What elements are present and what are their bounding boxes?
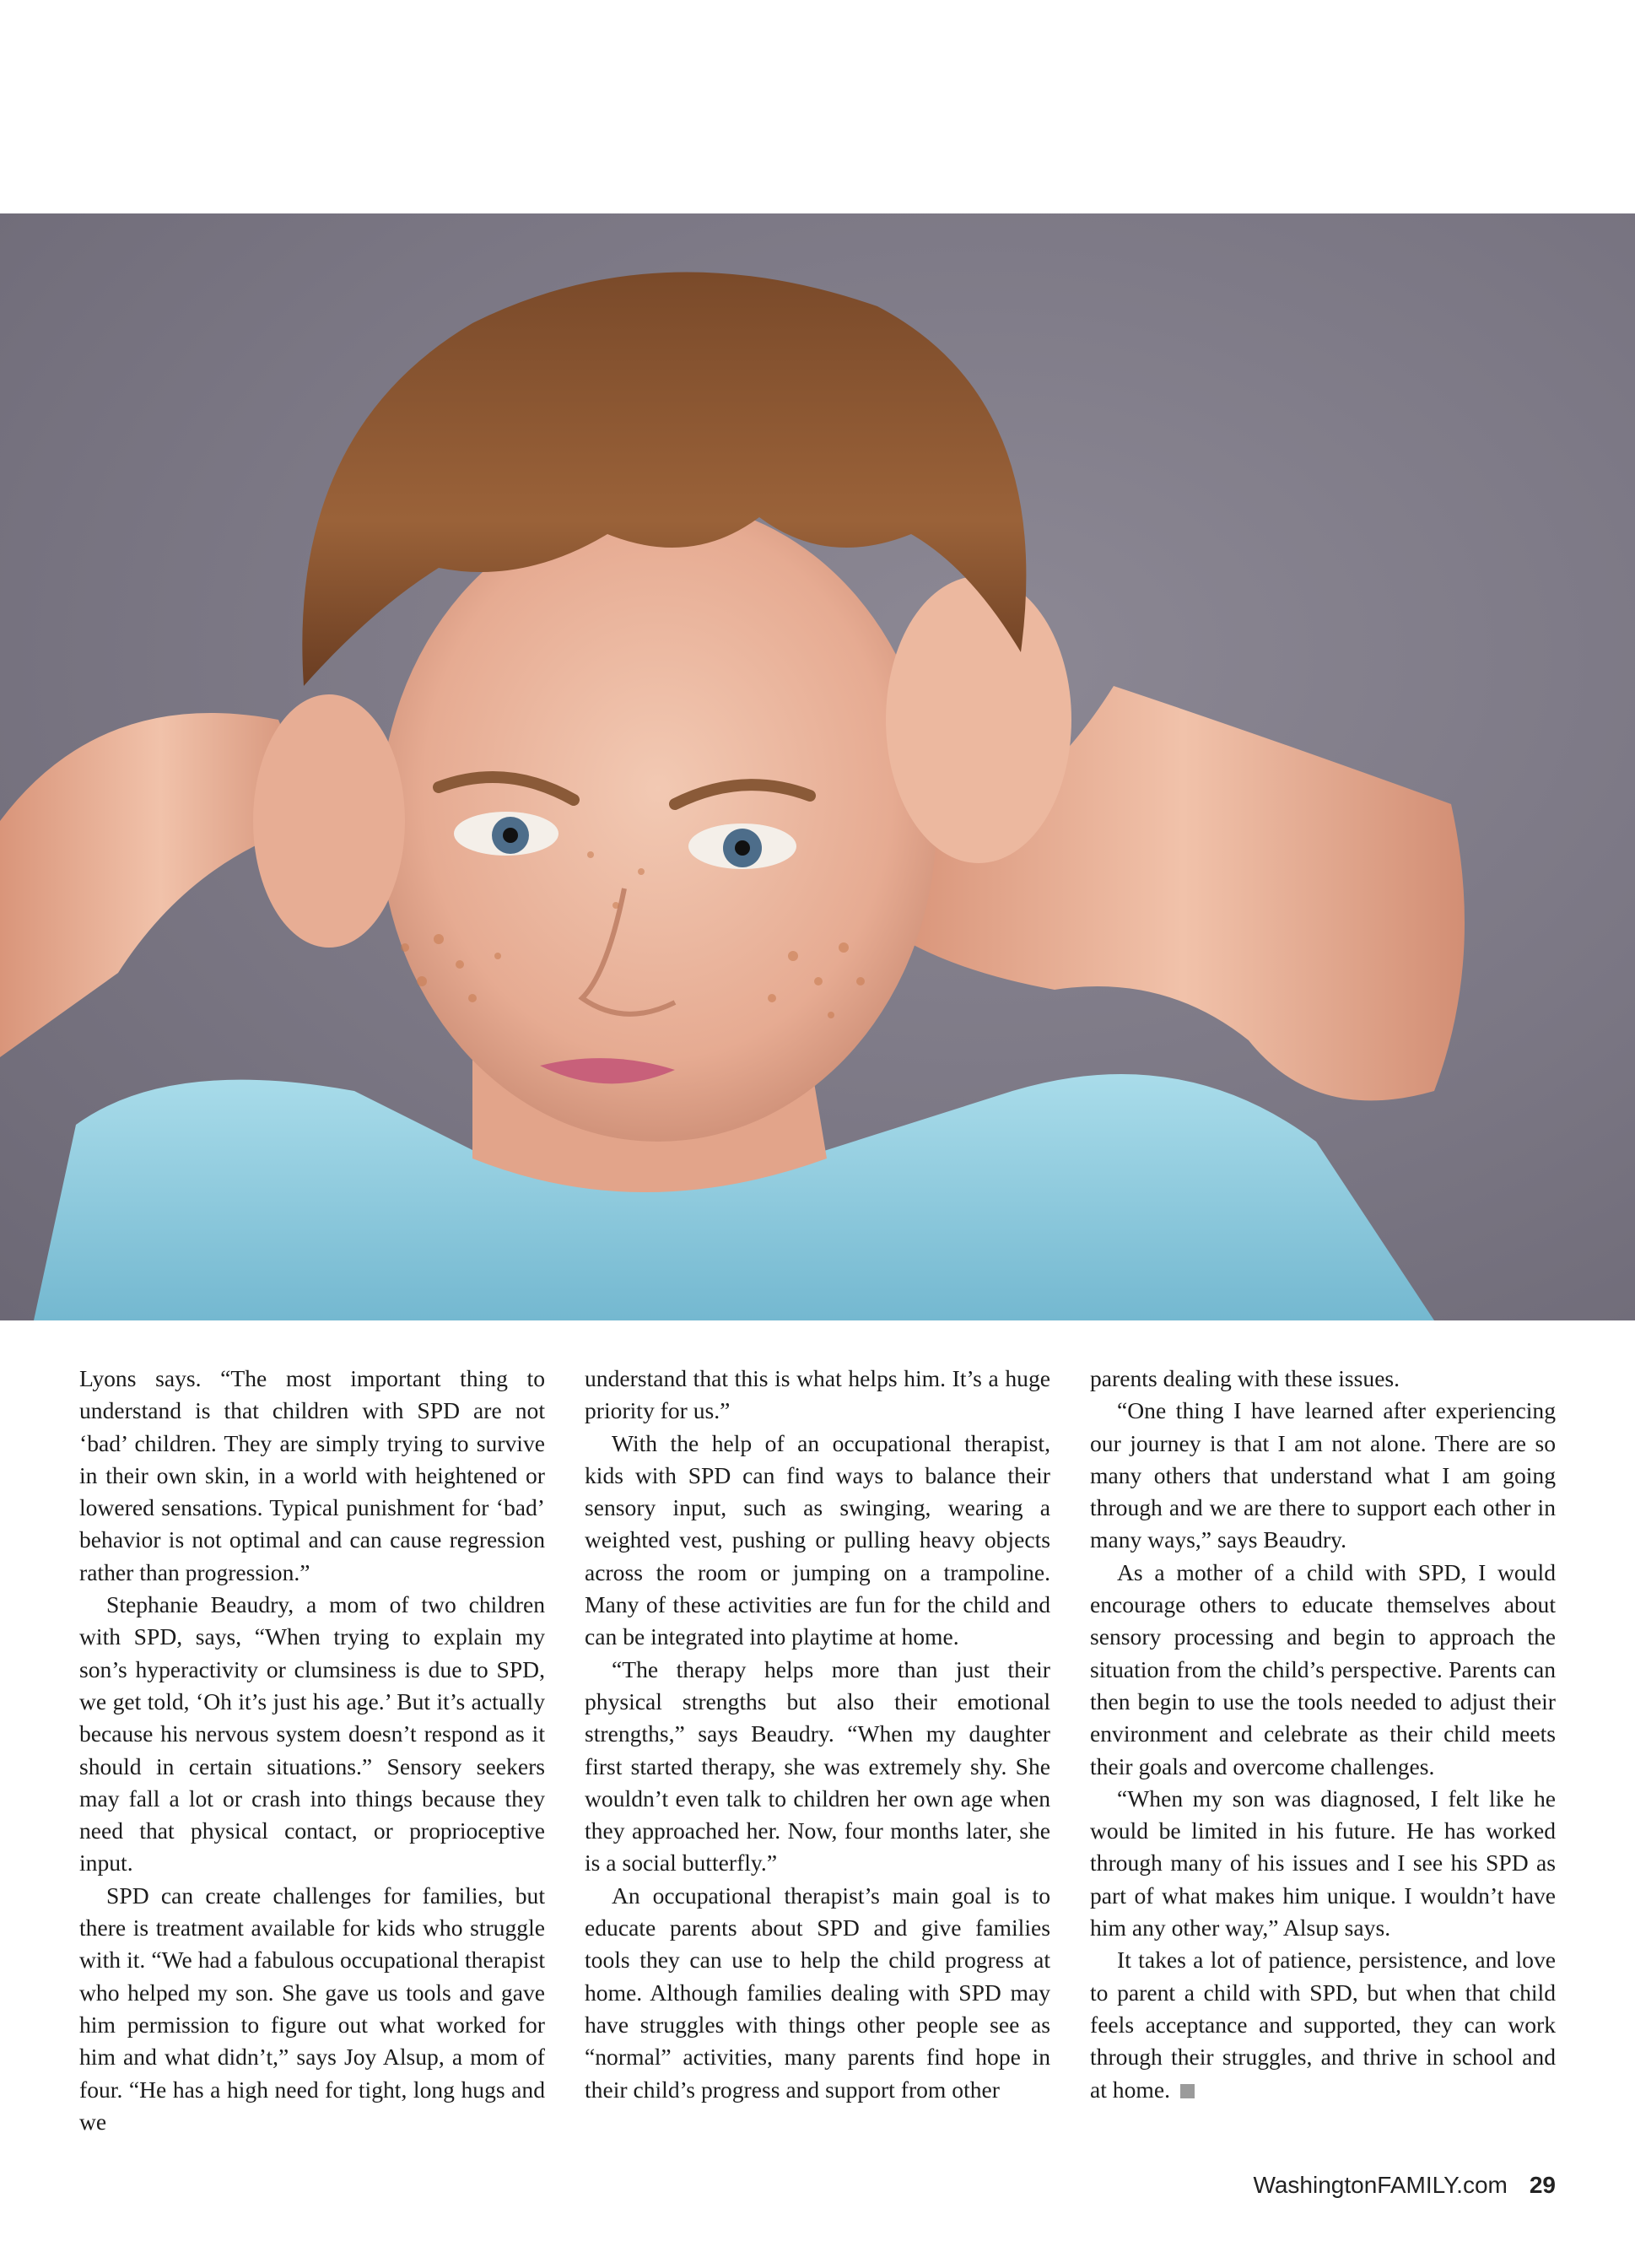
paragraph: Lyons says. “The most important thing to understand is that children with SPD are not ‘bad’ children. They are simply trying to survive in their own skin, in a world with heightened or lowered sensations. Typical punishment for ‘bad’ behavior is not optimal and can cause regression rather than progression.” <box>79 1365 545 1585</box>
page-number: 29 <box>1529 2172 1556 2198</box>
end-mark-icon <box>1180 2084 1195 2098</box>
page-footer <box>1253 2172 1556 2199</box>
paragraph: parents dealing with these issues. <box>1090 1365 1400 1391</box>
article-column-3 <box>1090 1363 1556 2106</box>
paragraph: With the help of an occupational therapist, kids with SPD can find ways to balance their sensory input, such as swinging, wearing a weighted vest, pushing or pulling heavy objects across the room or jumping on a trampoline. Many of these activities are fun for the child and can be integrated into playtime at home. <box>585 1429 1050 1650</box>
paragraph-last <box>1090 1944 1556 2105</box>
child-covering-ears-icon <box>0 213 1635 1320</box>
paragraph: “The therapy helps more than just their physical strengths but also their emotional strengths,” says Beaudry. “When my daughter first started therapy, she was extremely shy. She wouldn’t even talk to children her own age when they approached her. Now, four months later, she is a social butterfly.” <box>585 1655 1050 1876</box>
paragraph: “One thing I have learned after experiencing our journey is that I am not alone. There are so many others that understand what I am going through and we are there to support each other in many ways,” says Beaudry. <box>1090 1397 1556 1553</box>
paragraph: SPD can create challenges for families, but there is treatment available for kids who struggle with it. “We had a fabulous occupational therapist who helped my son. She gave us tools and gave him permission to figure out what worked for him and what didn’t,” says Joy Alsup, a mom of four. “He has a high need for tight, long hugs and we <box>79 1882 545 2135</box>
article-column-2 <box>585 1363 1050 2106</box>
hero-photo <box>0 213 1635 1320</box>
paragraph: understand that this is what helps him. It’s a huge priority for us.” <box>585 1365 1050 1424</box>
paragraph: “When my son was diagnosed, I felt like he would be limited in his future. He has worked through many of his issues and I see his SPD as part of what makes him unique. I wouldn’t have him any other way,” Alsup says. <box>1090 1785 1556 1941</box>
site-name: WashingtonFAMILY.com <box>1253 2172 1508 2198</box>
paragraph: An occupational therapist’s main goal is to educate parents about SPD and give families tools they can use to help the child progress at home. Although families dealing with SPD may have struggles with things other people see as “normal” activities, many parents find hope in their child’s progress and support from other <box>585 1882 1050 2103</box>
paragraph-text: It takes a lot of patience, persistence, and love to parent a child with SPD, but when that child feels acceptance and supported, they can work through their struggles, and thrive in school and at home. <box>1090 1947 1556 2103</box>
paragraph: As a mother of a child with SPD, I would encourage others to educate themselves about sensory processing and begin to approach the situation from the child’s perspective. Parents can then begin to use the tools needed to adjust their environment and celebrate as their child meets their goals and overcome challenges. <box>1090 1558 1556 1779</box>
paragraph: Stephanie Beaudry, a mom of two children with SPD, says, “When trying to explain my son’s hyperactivity or clumsiness is due to SPD, we get told, ‘Oh it’s just his age.’ But it’s actually because his nervous system doesn’t respond as it should in certain situations.” Sensory seekers may fall a lot or crash into things because they need that physical contact, or proprioceptive input. <box>79 1591 545 1876</box>
article-column-1 <box>79 1363 545 2138</box>
